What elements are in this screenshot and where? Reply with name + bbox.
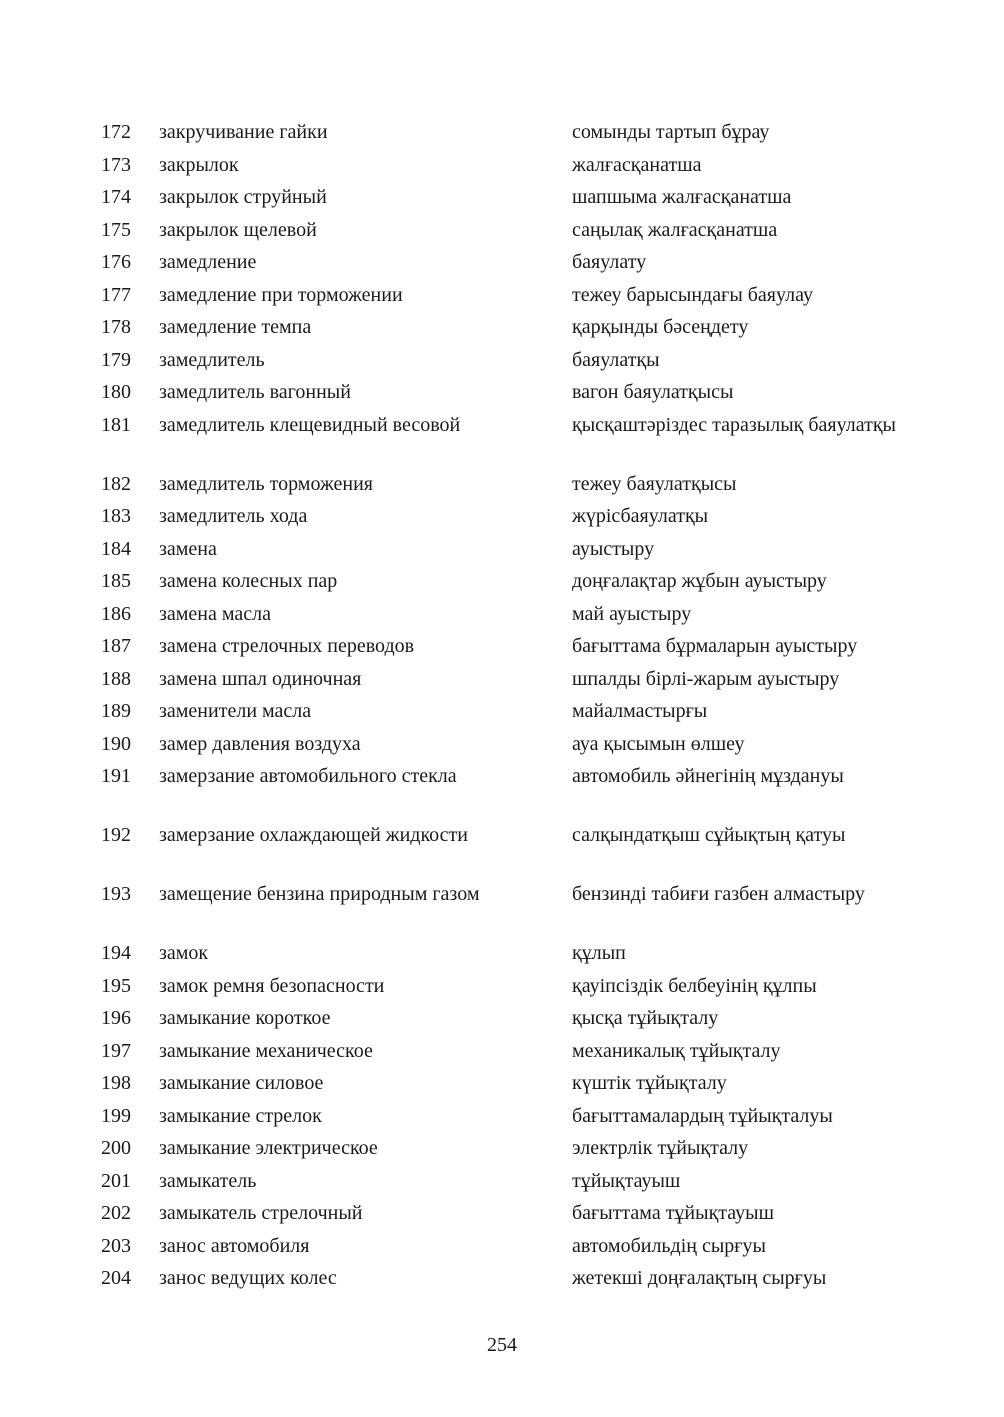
kazakh-term: салқындатқыш сұйықтың қатуы <box>572 824 846 846</box>
russian-term: замерзание автомобильного стекла <box>159 765 457 787</box>
russian-term: замок <box>159 942 209 964</box>
kazakh-term: қарқынды бәсеңдету <box>572 316 749 338</box>
entry-number: 195 <box>101 974 131 997</box>
kazakh-term: ауа қысымын өлшеу <box>572 732 745 755</box>
kazakh-term: шапшыма жалғасқанатша <box>572 186 792 208</box>
entry-number: 192 <box>101 824 131 846</box>
russian-term: замедлитель торможения <box>159 472 373 495</box>
kazakh-term: вагон баяулатқысы <box>572 381 734 403</box>
entry-number: 173 <box>101 153 131 176</box>
russian-term: замена <box>159 537 217 560</box>
glossary-list <box>0 118 1004 1297</box>
russian-term: замена колесных пар <box>159 570 338 592</box>
entry-number: 204 <box>101 1267 131 1289</box>
glossary-entry <box>0 665 1004 698</box>
russian-term: замедление <box>159 251 257 273</box>
russian-term: замыкатель <box>159 1169 257 1192</box>
russian-term: закрылок струйный <box>159 186 327 208</box>
kazakh-term: қауіпсіздік белбеуінің құлпы <box>572 974 817 997</box>
glossary-entry <box>0 1004 1004 1037</box>
kazakh-term: баяулату <box>572 251 647 273</box>
russian-term: замыкание механическое <box>159 1039 373 1062</box>
glossary-entry <box>0 1037 1004 1070</box>
kazakh-term: май ауыстыру <box>572 602 692 625</box>
entry-number: 177 <box>101 283 131 306</box>
glossary-entry <box>0 118 1004 151</box>
glossary-entry <box>0 411 1004 470</box>
kazakh-term: жетекші доңғалақтың сырғуы <box>572 1267 827 1289</box>
kazakh-term: құлып <box>572 942 626 964</box>
glossary-entry <box>0 248 1004 281</box>
entry-number: 191 <box>101 765 131 787</box>
russian-term: заменители масла <box>159 700 312 722</box>
kazakh-term: бағыттамалардың тұйықталуы <box>572 1104 833 1127</box>
russian-term: замена масла <box>159 602 272 625</box>
entry-number: 190 <box>101 732 131 755</box>
russian-term: замерзание охлаждающей жидкости <box>159 824 468 846</box>
entry-number: 202 <box>101 1202 131 1224</box>
glossary-entry <box>0 535 1004 568</box>
russian-term: замыкание короткое <box>159 1007 331 1029</box>
russian-term: занос ведущих колес <box>159 1267 337 1289</box>
russian-term: замедление при торможении <box>159 283 403 306</box>
entry-number: 184 <box>101 537 131 560</box>
kazakh-term: саңылақ жалғасқанатша <box>572 218 778 241</box>
russian-term: замыкатель стрелочный <box>159 1202 363 1224</box>
entry-number: 200 <box>101 1137 131 1159</box>
glossary-entry <box>0 313 1004 346</box>
russian-term: замедлитель клещевидный весовой <box>159 413 461 436</box>
glossary-entry <box>0 346 1004 379</box>
entry-number: 179 <box>101 348 131 371</box>
entry-number: 176 <box>101 251 131 273</box>
glossary-entry <box>0 697 1004 730</box>
kazakh-term: тежеу баяулатқысы <box>572 472 737 495</box>
russian-term: замыкание стрелок <box>159 1104 322 1127</box>
entry-number: 181 <box>101 413 131 436</box>
kazakh-term: автомобильдің сырғуы <box>572 1234 766 1257</box>
entry-number: 183 <box>101 505 131 527</box>
entry-number: 185 <box>101 570 131 592</box>
glossary-entry <box>0 821 1004 880</box>
glossary-entry <box>0 1232 1004 1265</box>
entry-number: 193 <box>101 883 131 905</box>
glossary-entry <box>0 762 1004 821</box>
russian-term: замедлитель <box>159 348 265 371</box>
glossary-entry <box>0 1167 1004 1200</box>
entry-number: 189 <box>101 700 131 722</box>
kazakh-term: автомобиль әйнегінің мұздануы <box>572 765 844 787</box>
entry-number: 172 <box>101 121 131 143</box>
glossary-entry <box>0 1199 1004 1232</box>
russian-term: замещение бензина природным газом <box>159 883 480 905</box>
russian-term: замена стрелочных переводов <box>159 635 415 657</box>
glossary-entry <box>0 600 1004 633</box>
kazakh-term: күштік тұйықталу <box>572 1072 727 1094</box>
kazakh-term: тежеу барысындағы баяулау <box>572 283 813 306</box>
entry-number: 201 <box>101 1169 131 1192</box>
glossary-entry <box>0 1102 1004 1135</box>
kazakh-term: бензинді табиғи газбен алмастыру <box>572 883 865 905</box>
glossary-entry <box>0 632 1004 665</box>
russian-term: замер давления воздуха <box>159 732 361 755</box>
entry-number: 197 <box>101 1039 131 1062</box>
russian-term: занос автомобиля <box>159 1234 310 1257</box>
glossary-entry <box>0 151 1004 184</box>
glossary-entry <box>0 378 1004 411</box>
kazakh-term: бағыттама бұрмаларын ауыстыру <box>572 635 858 657</box>
glossary-entry <box>0 281 1004 314</box>
glossary-entry <box>0 1134 1004 1167</box>
entry-number: 182 <box>101 472 131 495</box>
kazakh-term: ауыстыру <box>572 537 655 560</box>
entry-number: 186 <box>101 602 131 625</box>
russian-term: замедление темпа <box>159 316 312 338</box>
glossary-entry <box>0 216 1004 249</box>
glossary-entry <box>0 502 1004 535</box>
kazakh-term: майалмастырғы <box>572 700 708 722</box>
russian-term: закрылок щелевой <box>159 218 317 241</box>
entry-number: 188 <box>101 667 131 690</box>
kazakh-term: жалғасқанатша <box>572 153 702 176</box>
russian-term: замыкание силовое <box>159 1072 324 1094</box>
russian-term: замедлитель хода <box>159 505 308 527</box>
entry-number: 175 <box>101 218 131 241</box>
kazakh-term: электрлік тұйықталу <box>572 1137 749 1159</box>
kazakh-term: шпалды бірлі-жарым ауыстыру <box>572 667 840 690</box>
kazakh-term: тұйықтауыш <box>572 1169 681 1192</box>
glossary-entry <box>0 567 1004 600</box>
glossary-entry <box>0 939 1004 972</box>
kazakh-term: қысқа тұйықталу <box>572 1007 719 1029</box>
russian-term: замок ремня безопасности <box>159 974 385 997</box>
kazakh-term: сомынды тартып бұрау <box>572 121 770 143</box>
glossary-entry <box>0 470 1004 503</box>
russian-term: замена шпал одиночная <box>159 667 362 690</box>
russian-term: закручивание гайки <box>159 121 328 143</box>
entry-number: 199 <box>101 1104 131 1127</box>
glossary-entry <box>0 1069 1004 1102</box>
kazakh-term: қысқаштәріздес таразылық баяулатқы <box>572 413 896 436</box>
glossary-entry <box>0 972 1004 1005</box>
russian-term: замыкание электрическое <box>159 1137 378 1159</box>
entry-number: 203 <box>101 1234 131 1257</box>
glossary-entry <box>0 1264 1004 1297</box>
kazakh-term: доңғалақтар жұбын ауыстыру <box>572 570 827 592</box>
kazakh-term: механикалық тұйықталу <box>572 1039 781 1062</box>
entry-number: 194 <box>101 942 131 964</box>
russian-term: закрылок <box>159 153 239 176</box>
entry-number: 196 <box>101 1007 131 1029</box>
entry-number: 180 <box>101 381 131 403</box>
glossary-entry <box>0 880 1004 939</box>
entry-number: 198 <box>101 1072 131 1094</box>
entry-number: 187 <box>101 635 131 657</box>
glossary-entry <box>0 183 1004 216</box>
russian-term: замедлитель вагонный <box>159 381 351 403</box>
kazakh-term: баяулатқы <box>572 348 660 371</box>
entry-number: 178 <box>101 316 131 338</box>
kazakh-term: жүрісбаяулатқы <box>572 505 709 527</box>
entry-number: 174 <box>101 186 131 208</box>
page-number: 254 <box>487 1334 517 1356</box>
kazakh-term: бағыттама тұйықтауыш <box>572 1202 774 1224</box>
glossary-entry <box>0 730 1004 763</box>
